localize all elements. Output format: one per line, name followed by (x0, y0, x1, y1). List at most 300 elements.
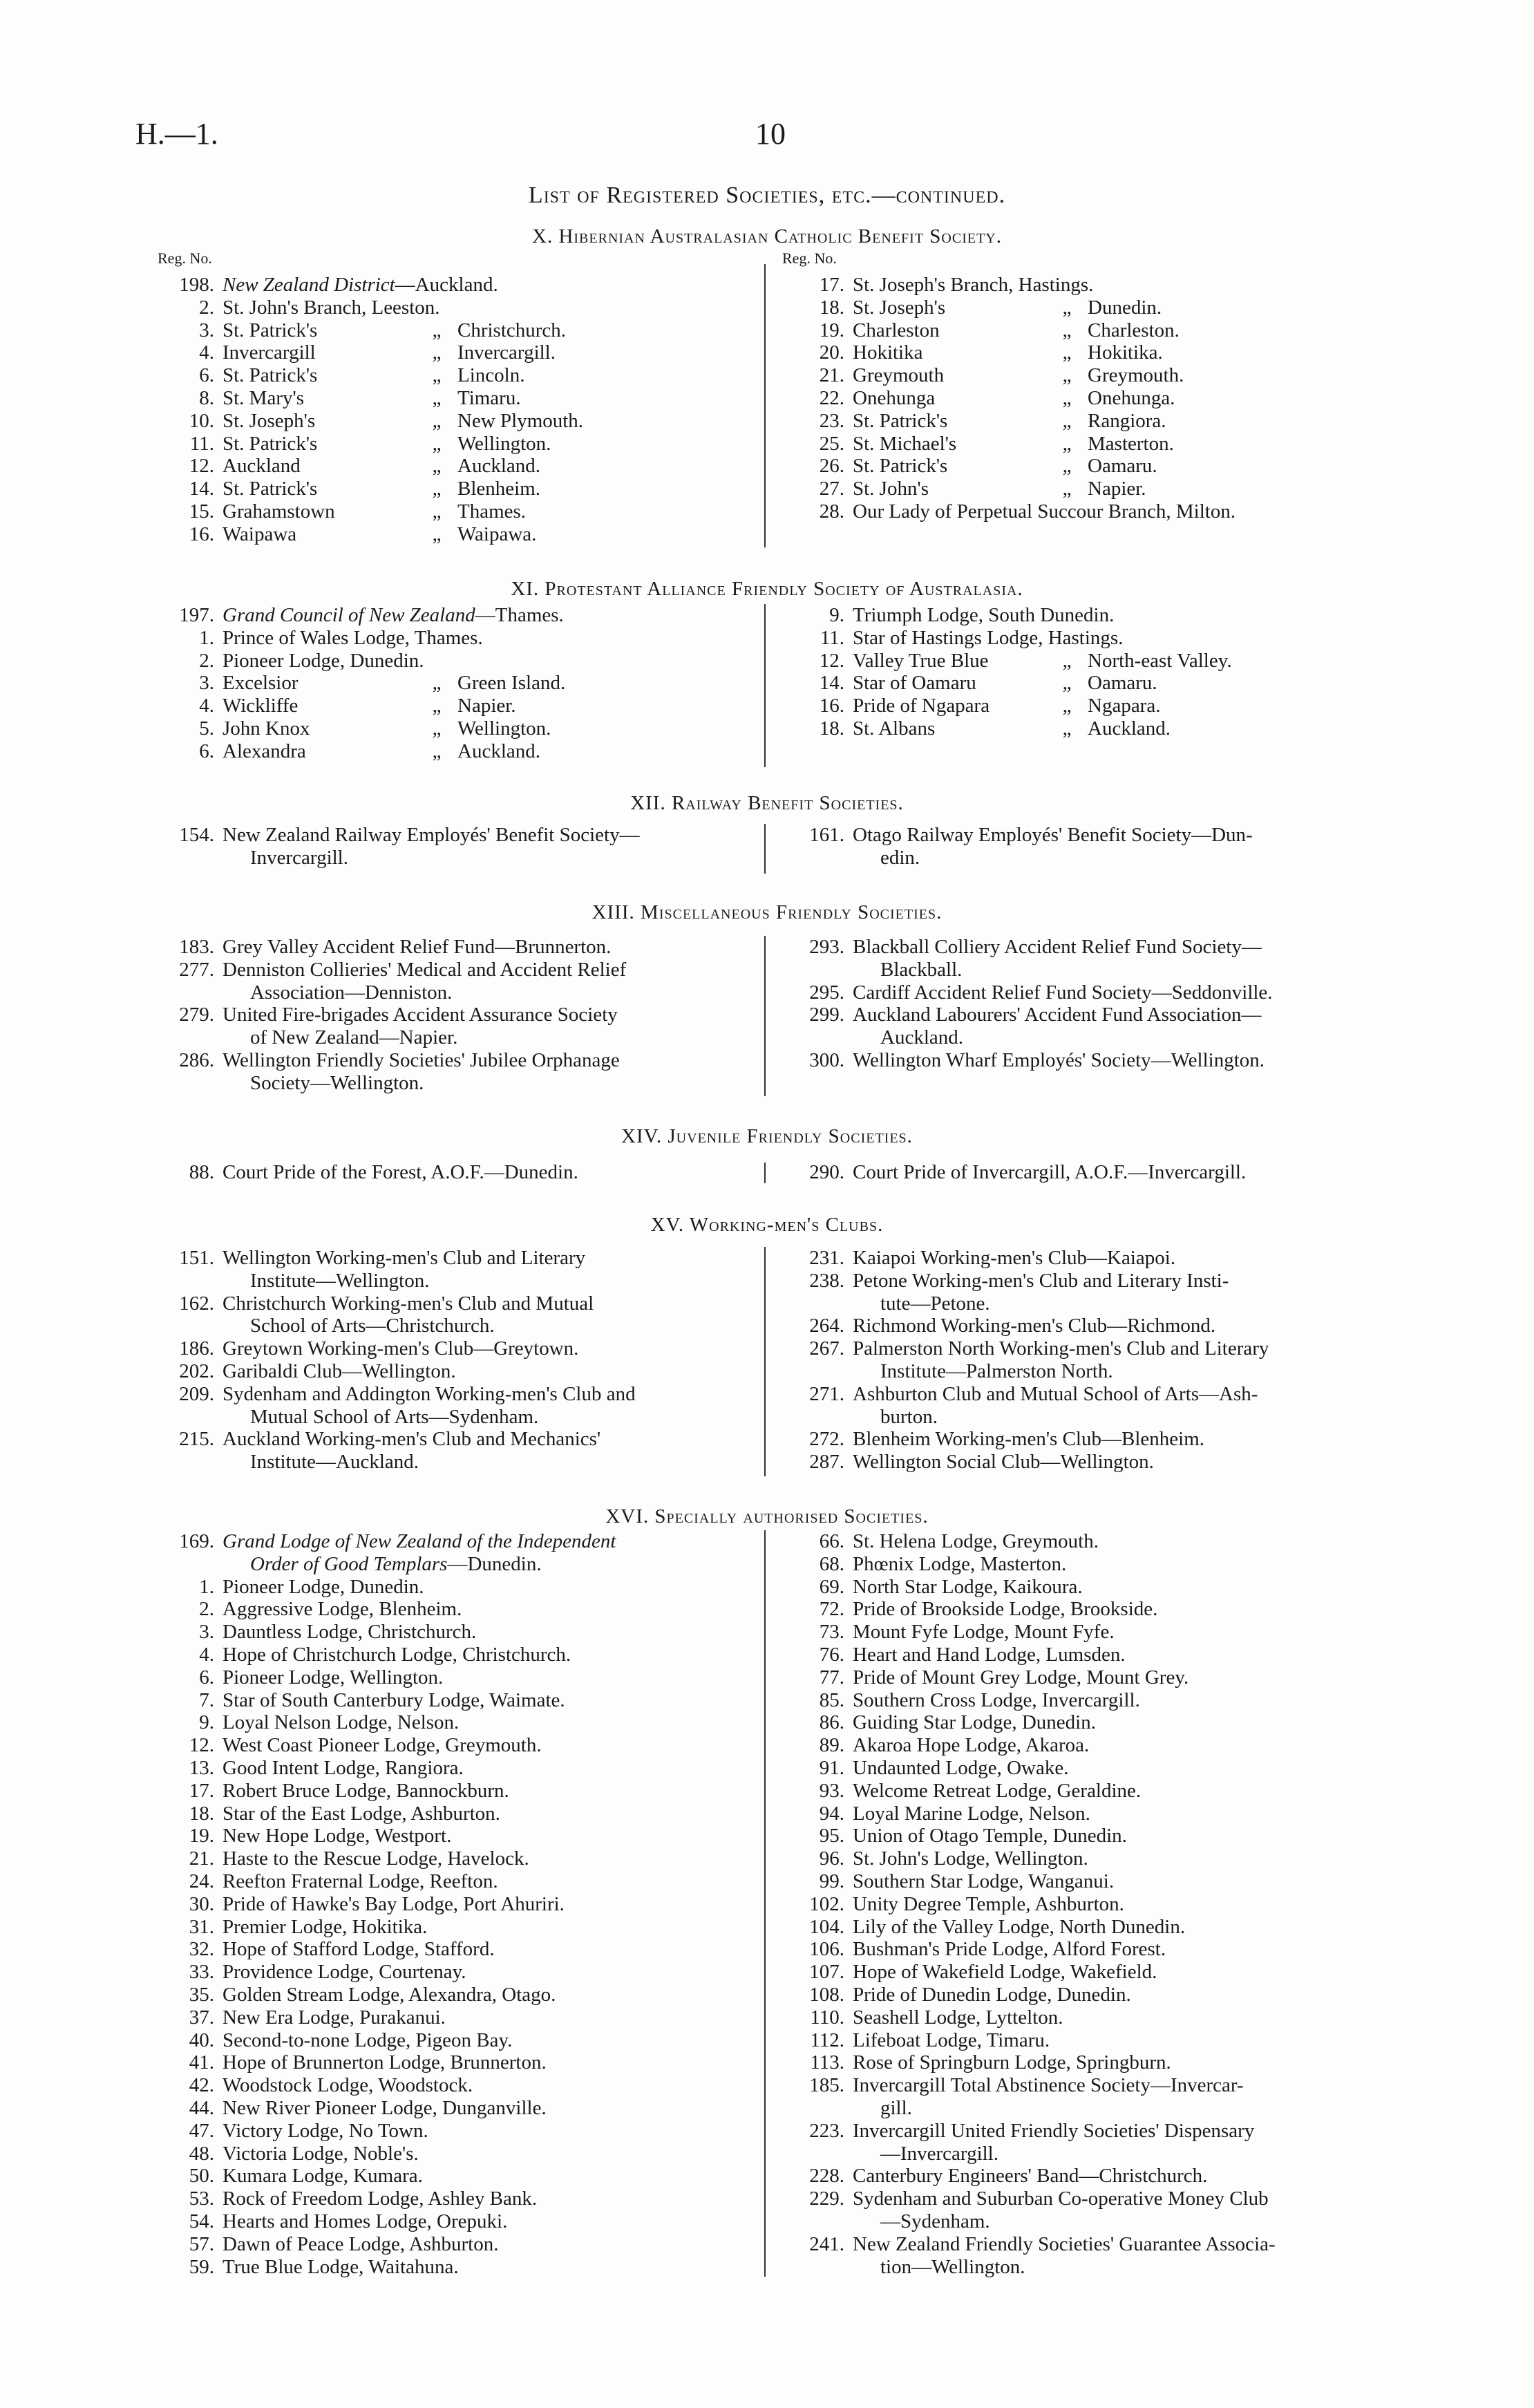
list-item (158, 297, 760, 319)
list-item (788, 410, 1382, 433)
list-item (788, 672, 1382, 695)
branch-name: Waipawa (222, 523, 297, 545)
list-item (788, 1004, 1382, 1049)
reg-number: 102. (809, 1892, 844, 1915)
list-item (788, 1847, 1382, 1870)
list-item (158, 387, 760, 410)
list-item (158, 2233, 760, 2256)
reg-number: 48. (189, 2142, 214, 2165)
branch-location: Blenheim. (457, 478, 541, 500)
reg-number: 93. (819, 1779, 844, 1802)
entry-continuation: —Invercargill. (880, 2142, 998, 2165)
entry-text: True Blue Lodge, Waitahuna. (222, 2255, 459, 2278)
entry-continuation: tion—Wellington. (880, 2255, 1025, 2278)
entry-continuation: Institute—Wellington. (250, 1269, 430, 1292)
list-item (158, 1825, 760, 1847)
entry-text: Cardiff Accident Relief Fund Society—Seddonville. (853, 981, 1273, 1004)
branch-location: Napier. (457, 695, 516, 717)
branch-location: Auckland. (457, 455, 540, 478)
society-location: —Thames. (475, 604, 564, 626)
branch-location: Onehunga. (1088, 386, 1175, 409)
section-xiii-right (788, 936, 1382, 1072)
entry-text: New Hope Lodge, Westport. (222, 1825, 452, 1847)
entry-text: Pioneer Lodge, Wellington. (222, 1666, 444, 1689)
reg-number: 66. (819, 1530, 844, 1552)
list-item (158, 523, 760, 546)
list-item (788, 1428, 1382, 1451)
list-item (158, 740, 760, 763)
reg-number: 21. (819, 364, 844, 387)
entry-text: Blenheim Working-men's Club—Blenheim. (853, 1428, 1205, 1451)
entry-text: Star of the East Lodge, Ashburton. (222, 1802, 500, 1825)
entry-text: Kumara Lodge, Kumara. (222, 2165, 423, 2188)
reg-number: 2. (199, 1598, 214, 1621)
reg-number: 19. (819, 319, 844, 341)
entry-text: United Fire-brigades Accident Assurance Society (222, 1004, 618, 1026)
reg-number: 85. (819, 1689, 844, 1711)
reg-number: 108. (809, 1983, 844, 2006)
list-item (788, 455, 1382, 478)
branch-name: Invercargill (222, 341, 316, 364)
entry-text: Southern Star Lodge, Wanganui. (853, 1870, 1115, 1892)
list-item (158, 1734, 760, 1757)
list-item (158, 2256, 760, 2279)
list-item (788, 2051, 1382, 2074)
ditto-mark: „ (432, 319, 442, 341)
list-item (158, 1870, 760, 1893)
ditto-mark: „ (1062, 432, 1072, 455)
column-rule (764, 936, 766, 1096)
list-item (788, 1621, 1382, 1644)
branch-name: Grahamstown (222, 500, 335, 523)
reg-number: 53. (189, 2188, 214, 2210)
branch-name: Triumph Lodge, South Dunedin. (853, 604, 1115, 626)
reg-number: 18. (189, 1802, 214, 1825)
entry-text: Pioneer Lodge, Dunedin. (222, 1575, 424, 1598)
ditto-mark: „ (432, 672, 442, 695)
reg-number: 8. (199, 386, 214, 409)
branch-name: Excelsior (222, 672, 299, 695)
entry-text: North Star Lodge, Kaikoura. (853, 1575, 1083, 1598)
ditto-mark: „ (1062, 478, 1072, 500)
entry-text: Woodstock Lodge, Woodstock. (222, 2074, 473, 2097)
reg-number: 9. (829, 604, 844, 626)
entry-continuation: Blackball. (880, 958, 963, 981)
reg-number: 31. (189, 1915, 214, 1938)
branch-location: Ngapara. (1088, 695, 1161, 717)
reg-number: 6. (199, 740, 214, 762)
reg-number: 229. (809, 2188, 844, 2210)
list-item (788, 1666, 1382, 1689)
entry-continuation: Mutual School of Arts—Sydenham. (250, 1405, 539, 1428)
reg-number: 271. (809, 1382, 844, 1405)
reg-number: 16. (819, 695, 844, 717)
reg-number: 186. (179, 1337, 214, 1360)
branch-name: St. John's (853, 478, 929, 500)
reg-number: 286. (179, 1048, 214, 1071)
ditto-mark: „ (432, 717, 442, 740)
entry-continuation: Association—Denniston. (250, 981, 453, 1004)
entry-text: Hope of Wakefield Lodge, Wakefield. (853, 1961, 1157, 1984)
reg-number: 293. (809, 936, 844, 958)
list-item (788, 981, 1382, 1004)
branch-name: St. Patrick's (222, 478, 318, 500)
reg-number: 96. (819, 1847, 844, 1870)
reg-number: 17. (819, 274, 844, 296)
reg-number: 17. (189, 1779, 214, 1802)
list-item (158, 1711, 760, 1734)
branch-name: Alexandra (222, 740, 306, 762)
reg-number: 264. (809, 1315, 844, 1337)
section-xiv-left (158, 1161, 760, 1184)
list-item (158, 1621, 760, 1644)
list-item (788, 1870, 1382, 1893)
reg-number: 6. (199, 1666, 214, 1689)
entry-text: Reefton Fraternal Lodge, Reefton. (222, 1870, 498, 1892)
entry-text: Southern Cross Lodge, Invercargill. (853, 1689, 1140, 1711)
section-xv-left (158, 1247, 760, 1474)
reg-number: 41. (189, 2051, 214, 2074)
list-item (158, 1938, 760, 1961)
ditto-mark: „ (432, 455, 442, 478)
list-item (158, 2120, 760, 2143)
entry-text: Unity Degree Temple, Ashburton. (853, 1892, 1124, 1915)
reg-number: 72. (819, 1598, 844, 1621)
reg-number: 33. (189, 1961, 214, 1984)
ditto-mark: „ (432, 341, 442, 364)
society-name: Grand Council of New Zealand (222, 604, 475, 626)
list-item (158, 1961, 760, 1984)
list-item (788, 1576, 1382, 1599)
branch-name: Onehunga (853, 386, 936, 409)
list-item (158, 455, 760, 478)
branch-name: Star of Hastings Lodge, Hastings. (853, 626, 1124, 649)
section-xvi-left (158, 1530, 760, 2278)
entry-text: Garibaldi Club—Wellington. (222, 1360, 456, 1382)
list-item (158, 364, 760, 387)
reg-number: 95. (819, 1825, 844, 1847)
entry-text: New Era Lodge, Purakanui. (222, 2006, 446, 2029)
entry-text: Phœnix Lodge, Masterton. (853, 1552, 1067, 1575)
column-rule (764, 1163, 766, 1183)
entry-text: Premier Lodge, Hokitika. (222, 1915, 428, 1938)
list-item (158, 1049, 760, 1095)
list-item (158, 2029, 760, 2052)
entry-continuation: burton. (880, 1405, 938, 1428)
entry-text: St. John's Lodge, Wellington. (853, 1847, 1088, 1870)
list-item (158, 1161, 760, 1184)
branch-location: Auckland. (457, 740, 540, 762)
branch-location: Green Island. (457, 672, 566, 695)
list-item (158, 1689, 760, 1712)
list-item (788, 1711, 1382, 1734)
reg-number: 1. (199, 626, 214, 649)
reg-number: 37. (189, 2006, 214, 2029)
list-item (788, 1315, 1382, 1337)
reg-number: 30. (189, 1892, 214, 1915)
branch-location: Dunedin. (1088, 296, 1162, 319)
reg-number: 106. (809, 1938, 844, 1961)
branch-name: St. John's Branch, Leeston. (222, 296, 440, 319)
list-item (158, 604, 760, 627)
reg-number: 15. (189, 500, 214, 523)
entry-continuation: edin. (880, 846, 920, 869)
branch-name: St. Mary's (222, 386, 305, 409)
reg-number: 28. (819, 500, 844, 523)
branch-location: Rangiora. (1088, 409, 1166, 432)
reg-number: 89. (819, 1734, 844, 1757)
list-item (158, 627, 760, 650)
reg-number: 107. (809, 1961, 844, 1984)
entry-text: Haste to the Rescue Lodge, Havelock. (222, 1847, 529, 1870)
entry-text-italic: Order of Good Templars (250, 1552, 448, 1575)
branch-name: Greymouth (853, 364, 945, 387)
list-item (158, 2074, 760, 2097)
entry-text: Dawn of Peace Lodge, Ashburton. (222, 2232, 499, 2255)
reg-number: 161. (809, 824, 844, 846)
reg-number: 300. (809, 1048, 844, 1071)
entry-text: New Zealand Friendly Societies' Guarantee Associa- (853, 2232, 1276, 2255)
reg-number: 113. (810, 2051, 844, 2074)
reg-number: 223. (809, 2119, 844, 2142)
list-item (158, 1428, 760, 1474)
branch-name: Our Lady of Perpetual Succour Branch, Milton. (853, 500, 1236, 523)
reg-number: 183. (179, 936, 214, 958)
entry-text: Auckland Working-men's Club and Mechanics' (222, 1428, 601, 1451)
entry-continuation: Society—Wellington. (250, 1071, 424, 1094)
reg-number: 151. (179, 1247, 214, 1269)
entry-text: Heart and Hand Lodge, Lumsden. (853, 1643, 1126, 1666)
entry-continuation (222, 1553, 760, 1576)
branch-location: Lincoln. (457, 364, 525, 387)
reg-number: 6. (199, 364, 214, 387)
list-item (788, 2074, 1382, 2120)
entry-text: Union of Otago Temple, Dunedin. (853, 1825, 1127, 1847)
entry-text: Wellington Wharf Employés' Society—Wellington. (853, 1048, 1265, 1071)
list-item (788, 1984, 1382, 2006)
list-item (788, 1644, 1382, 1666)
entry-text: Denniston Collieries' Medical and Accident Relief (222, 958, 627, 981)
section-xvi-right (788, 1530, 1382, 2278)
list-item (158, 1292, 760, 1338)
section-title-xv: XV. Working-men's Clubs. (650, 1214, 884, 1236)
reg-number: 86. (819, 1711, 844, 1734)
list-item (788, 650, 1382, 672)
ditto-mark: „ (1062, 409, 1072, 432)
reg-number: 13. (189, 1756, 214, 1779)
entry-text: Undaunted Lodge, Owake. (853, 1756, 1069, 1779)
list-item (158, 1337, 760, 1360)
section-xiii-left (158, 936, 760, 1095)
entry-text: Hope of Christchurch Lodge, Christchurch. (222, 1643, 571, 1666)
section-xi-left (158, 604, 760, 763)
document-code: H.—1. (135, 117, 218, 151)
branch-location: Invercargill. (457, 341, 556, 364)
reg-number: 50. (189, 2165, 214, 2188)
reg-number: 299. (809, 1004, 844, 1026)
list-item (158, 824, 760, 869)
reg-number: 14. (819, 672, 844, 695)
entry-text: Golden Stream Lodge, Alexandra, Otago. (222, 1983, 556, 2006)
reg-number: 5. (199, 717, 214, 740)
list-item (788, 341, 1382, 364)
reg-number: 272. (809, 1428, 844, 1451)
reg-number: 69. (819, 1575, 844, 1598)
list-item (788, 1893, 1382, 1916)
entry-text: Court Pride of Invercargill, A.O.F.—Invercargill. (853, 1161, 1247, 1183)
reg-number: 57. (189, 2232, 214, 2255)
entry-text: St. Helena Lodge, Greymouth. (853, 1530, 1099, 1552)
branch-location: Greymouth. (1088, 364, 1184, 387)
list-item (788, 627, 1382, 650)
list-item (158, 2143, 760, 2165)
branch-name: St. Joseph's Branch, Hastings. (853, 274, 1094, 296)
section-title-xii: XII. Railway Benefit Societies. (630, 792, 904, 814)
reg-number: 68. (819, 1552, 844, 1575)
ditto-mark: „ (432, 695, 442, 717)
branch-name: Pride of Ngapara (853, 695, 990, 717)
reg-number: 238. (809, 1269, 844, 1292)
list-item (158, 717, 760, 740)
ditto-mark: „ (432, 478, 442, 500)
list-item (788, 1598, 1382, 1621)
entry-text: Court Pride of the Forest, A.O.F.—Dunedin. (222, 1161, 578, 1183)
reg-number: 169. (179, 1530, 214, 1552)
reg-number: 241. (809, 2232, 844, 2255)
list-item (788, 2029, 1382, 2052)
reg-number: 27. (819, 478, 844, 500)
reg-number: 94. (819, 1802, 844, 1825)
list-item (788, 297, 1382, 319)
reg-number: 35. (189, 1983, 214, 2006)
branch-name: St. Joseph's (853, 296, 946, 319)
branch-location: Waipawa. (457, 523, 537, 545)
list-item (158, 695, 760, 717)
reg-number: 23. (819, 409, 844, 432)
list-item (788, 1049, 1382, 1072)
entry-text: New River Pioneer Lodge, Dunganville. (222, 2096, 547, 2119)
entry-text: Star of South Canterbury Lodge, Waimate. (222, 1689, 565, 1711)
column-rule (764, 1247, 766, 1476)
list-item (788, 1780, 1382, 1803)
reg-number: 2. (199, 649, 214, 672)
branch-name: St. Michael's (853, 432, 957, 455)
entry-text: Grey Valley Accident Relief Fund—Brunnerton. (222, 936, 612, 958)
branch-location: Wellington. (457, 432, 551, 455)
branch-name: John Knox (222, 717, 310, 740)
branch-name: St. Patrick's (222, 319, 318, 341)
reg-number: 12. (189, 455, 214, 478)
entry-text: Christchurch Working-men's Club and Mutual (222, 1292, 594, 1315)
reg-number: 4. (199, 695, 214, 717)
list-item (158, 1984, 760, 2006)
section-x-right (788, 274, 1382, 523)
entry-text: Loyal Marine Lodge, Nelson. (853, 1802, 1090, 1825)
entry-text: Providence Lodge, Courtenay. (222, 1961, 466, 1984)
ditto-mark: „ (432, 364, 442, 387)
entry-text: Second-to-none Lodge, Pigeon Bay. (222, 2029, 513, 2051)
branch-location: Napier. (1088, 478, 1146, 500)
entry-text: Pride of Mount Grey Lodge, Mount Grey. (853, 1666, 1189, 1689)
list-item (158, 1847, 760, 1870)
entry-text: Petone Working-men's Club and Literary Insti- (853, 1269, 1229, 1292)
reg-number: 198. (179, 274, 214, 296)
reg-number: 287. (809, 1451, 844, 1474)
list-item (788, 717, 1382, 740)
entry-text: Rose of Springburn Lodge, Springburn. (853, 2051, 1171, 2074)
reg-number: 24. (189, 1870, 214, 1892)
section-xii-right (788, 824, 1382, 869)
reg-no-label-left: Reg. No. (158, 250, 212, 267)
ditto-mark: „ (432, 523, 442, 545)
reg-number: 267. (809, 1337, 844, 1360)
entry-text: Richmond Working-men's Club—Richmond. (853, 1315, 1216, 1337)
ditto-mark: „ (1062, 296, 1072, 319)
branch-location: Christchurch. (457, 319, 567, 341)
list-item (788, 1689, 1382, 1712)
entry-text: Good Intent Lodge, Rangiora. (222, 1756, 464, 1779)
reg-number: 12. (189, 1734, 214, 1757)
list-item (158, 1757, 760, 1780)
entry-text: Sydenham and Addington Working-men's Club and (222, 1382, 636, 1405)
reg-number: 279. (179, 1004, 214, 1026)
list-item (788, 1916, 1382, 1939)
list-item (788, 387, 1382, 410)
list-item (788, 1734, 1382, 1757)
entry-text: Auckland Labourers' Accident Fund Association— (853, 1004, 1262, 1026)
reg-number: 3. (199, 1621, 214, 1644)
list-item (788, 478, 1382, 500)
list-item (158, 410, 760, 433)
list-item (158, 478, 760, 500)
list-item (158, 1916, 760, 1939)
branch-name: Wickliffe (222, 695, 299, 717)
entry-continuation: gill. (880, 2096, 912, 2119)
section-title-x: X. Hibernian Australasian Catholic Benefit Society. (532, 225, 1002, 247)
entry-text: Dauntless Lodge, Christchurch. (222, 1621, 477, 1644)
society-location: —Auckland. (395, 274, 498, 296)
list-item (788, 1270, 1382, 1315)
branch-location: New Plymouth. (457, 409, 584, 432)
branch-name: Hokitika (853, 341, 923, 364)
branch-name: Star of Oamaru (853, 672, 976, 695)
branch-location: Oamaru. (1088, 455, 1157, 478)
entry-text: Wellington Working-men's Club and Literary (222, 1247, 586, 1269)
reg-number: 12. (819, 649, 844, 672)
entry-text: Kaiapoi Working-men's Club—Kaiapoi. (853, 1247, 1176, 1269)
list-item (788, 1383, 1382, 1429)
list-item (788, 1803, 1382, 1825)
branch-location: North-east Valley. (1088, 649, 1232, 672)
entry-continuation: Auckland. (880, 1026, 963, 1049)
list-item (788, 2120, 1382, 2165)
entry-text: Hope of Brunnerton Lodge, Brunnerton. (222, 2051, 547, 2074)
list-item (788, 433, 1382, 455)
reg-number: 16. (189, 523, 214, 545)
list-item (158, 1780, 760, 1803)
entry-text: Victoria Lodge, Noble's. (222, 2142, 419, 2165)
list-item (788, 319, 1382, 342)
list-item (788, 364, 1382, 387)
reg-number: 42. (189, 2074, 214, 2097)
entry-text: Seashell Lodge, Lyttelton. (853, 2006, 1063, 2029)
reg-number: 32. (189, 1938, 214, 1961)
entry-text: Wellington Friendly Societies' Jubilee Orphanage (222, 1048, 620, 1071)
entry-text: Hearts and Homes Lodge, Orepuki. (222, 2210, 508, 2232)
reg-number: 76. (819, 1643, 844, 1666)
reg-number: 185. (809, 2074, 844, 2097)
column-rule (764, 824, 766, 874)
